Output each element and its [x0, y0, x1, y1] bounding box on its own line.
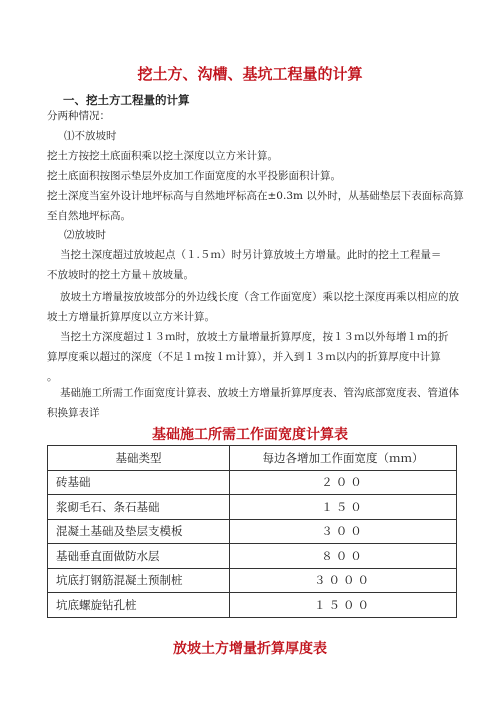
case2-p2-line: 坡土方增量折算厚度以立方米计算。 — [47, 311, 215, 323]
tables-intro-line: 积换算表详 — [47, 407, 100, 419]
work-width-table — [47, 445, 457, 618]
table-header: 每边各增加工作面宽度（ｍｍ） — [230, 446, 457, 471]
section-heading: 一、挖土方工程量的计算 — [63, 93, 190, 107]
intro-text: 分两种情况： — [47, 110, 110, 122]
table2-title: 放坡土方增量折算厚度表 — [173, 641, 327, 657]
table-row — [48, 544, 457, 569]
table-cell: 基础垂直面做防水层 — [48, 544, 230, 569]
case2-p2-line: 放坡土方增量按放坡部分的外边线长度（含工作面宽度）乘以挖土深度再乘以相应的放 — [60, 291, 459, 303]
table-cell: ３０００ — [230, 568, 457, 593]
table-row — [48, 519, 457, 544]
case2-p3-line: 当挖土方深度超过１３ｍ时，放坡土方量增量折算厚度，按１３ｍ以外每增１ｍ的折 — [60, 331, 449, 343]
table-cell: ２００ — [230, 470, 457, 495]
table-cell: 混凝土基础及垫层支模板 — [48, 519, 230, 544]
table-row — [48, 593, 457, 618]
table-cell: 坑底打钢筋混凝土预制桩 — [48, 568, 230, 593]
case2-p1-line: 当挖土深度超过放坡起点（１.５ｍ）时另计算放坡土方增量。此时的挖土工程量＝ — [60, 249, 442, 261]
case2-p3-line: 算厚度乘以超过的深度（不足１ｍ按１ｍ计算），并入到１３ｍ以内的折算厚度中计算 — [47, 351, 441, 363]
case1-line: 挖土底面积按图示垫层外皮加工作面宽度的水平投影面积计算。 — [47, 170, 341, 182]
table-header-row — [48, 446, 457, 471]
case1-line: 挖土深度当室外设计地坪标高与自然地坪标高在±0.3m 以外时，从基础垫层下表面标高算 — [47, 190, 464, 202]
tables-intro-line: 基础施工所需工作面宽度计算表、放坡土方增量折算厚度表、管沟底部宽度表、管道体 — [60, 387, 459, 399]
case1-label: ⑴不放坡时 — [64, 130, 117, 142]
table-cell: ８００ — [230, 544, 457, 569]
case1-line: 至自然地坪标高。 — [47, 210, 131, 222]
table1-title: 基础施工所需工作面宽度计算表 — [152, 427, 348, 443]
case2-p1-line: 不放坡时的挖土方量＋放坡量。 — [47, 269, 194, 281]
table-row — [48, 495, 457, 520]
case1-line: 挖土方按挖土底面积乘以挖土深度以立方米计算。 — [47, 150, 278, 162]
table-cell: １５０ — [230, 495, 457, 520]
page-title: 挖土方、沟槽、基坑工程量的计算 — [137, 65, 363, 83]
table-cell: 砖基础 — [48, 470, 230, 495]
case2-p3-line: 。 — [47, 371, 58, 383]
table-row — [48, 470, 457, 495]
table-header: 基础类型 — [48, 446, 230, 471]
table-cell: 坑底螺旋钻孔桩 — [48, 593, 230, 618]
table-cell: ３００ — [230, 519, 457, 544]
case2-label: ⑵放坡时 — [64, 229, 106, 241]
table-row — [48, 568, 457, 593]
table-cell: 浆砌毛石、条石基础 — [48, 495, 230, 520]
table-cell: １５００ — [230, 593, 457, 618]
